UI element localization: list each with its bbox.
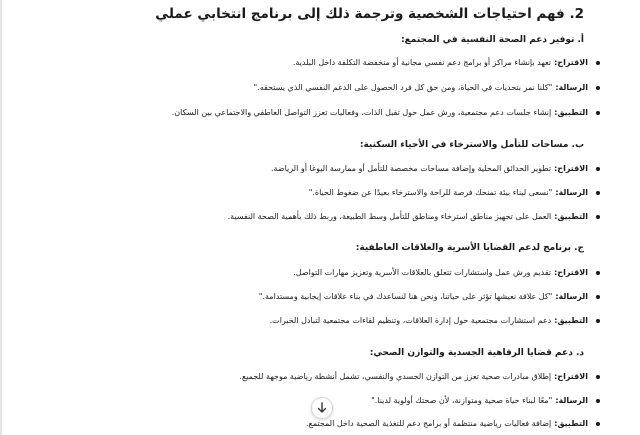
list-item (309, 188, 600, 197)
section-title: ب. مساحات للتأمل والاسترخاء في الأحياء السكنية: (359, 140, 584, 150)
item-label: الرسالة: (555, 83, 588, 92)
item-label: الاقتراح: (554, 372, 588, 381)
bullet-icon (596, 399, 600, 403)
item-text: العمل على تجهيز مناطق استرخاء ومناطق للتأمل وسط الطبيعة، وربط ذلك بأهمية الصحة النفسية. (227, 212, 552, 221)
item-label: الاقتراح: (554, 58, 588, 67)
item-label: التطبيق: (554, 419, 588, 428)
left-divider (0, 0, 2, 435)
item-label: الرسالة: (555, 292, 588, 301)
bullet-icon (596, 271, 600, 275)
list-item (172, 108, 600, 117)
item-label: الرسالة: (555, 396, 588, 405)
item-label: التطبيق: (554, 316, 588, 325)
item-text: دعم استشارات مجتمعية حول إدارة العلاقات، وتنظيم لقاءات مجتمعية لتبادل الخبرات. (269, 316, 552, 325)
bullet-icon (596, 375, 600, 379)
item-text: "معًا لبناء حياة صحية ومتوازنة، لأن صحتك أولوية لدينا." (371, 396, 553, 405)
item-text: "نسعى لبناء بيئة تمنحك فرصة للراحة والاسترخاء بعيدًا عن ضغوط الحياة." (308, 188, 553, 197)
list-item (270, 316, 600, 325)
bullet-icon (596, 422, 600, 426)
list-item (306, 419, 600, 428)
item-text: إطلاق مبادرات صحية تعزز من التوازن الجسدي والنفسي، تشمل أنشطة رياضية موجهة للجميع. (239, 372, 552, 381)
bullet-icon (596, 215, 600, 219)
list-item (271, 164, 600, 173)
section-title: د. دعم قضايا الرفاهية الجسدية والتوازن الصحي: (369, 348, 584, 358)
section-title: أ. توفير دعم الصحة النفسية في المجتمع: (401, 35, 584, 45)
bullet-icon (596, 191, 600, 195)
item-label: التطبيق: (554, 212, 588, 221)
item-text: تقديم ورش عمل واستشارات تتعلق بالعلاقات الأسرية وتعزيز مهارات التواصل. (293, 268, 552, 277)
arrow-down-icon (317, 402, 327, 414)
list-item (293, 268, 600, 277)
bullet-icon (596, 319, 600, 323)
item-label: الرسالة: (555, 188, 588, 197)
list-item (228, 212, 600, 221)
list-item (239, 372, 600, 381)
item-text: إنشاء جلسات دعم مجتمعية، ورش عمل حول تقبل الذات، وفعاليات تعزز التواصل العاطفي والاجتماعي بين السكان. (171, 108, 552, 117)
item-label: التطبيق: (554, 108, 588, 117)
list-item (254, 83, 600, 92)
item-text: "كلنا نمر بتحديات في الحياة، ومن حق كل فرد الحصول على الدعم النفسي الذي يستحقه." (253, 83, 553, 92)
scroll-down-button[interactable] (311, 397, 333, 419)
item-text: "كل علاقة نعيشها تؤثر على حياتنا، ونحن هنا لنساعدك في بناء علاقات إيجابية ومستدامة." (258, 292, 553, 301)
item-text: تعهد بإنشاء مراكز أو برامج دعم نفسي مجانية أو منخفضة التكلفة داخل البلدية. (292, 58, 552, 67)
item-label: الاقتراح: (554, 268, 588, 277)
item-text: تطوير الحدائق المحلية وإضافة مساحات مخصصة للتأمل أو ممارسة اليوغا أو الرياضة. (270, 164, 552, 173)
bullet-icon (596, 86, 600, 90)
bullet-icon (596, 295, 600, 299)
section-title: ج. برنامج لدعم القضايا الأسرية والعلاقات العاطفية: (355, 243, 584, 253)
list-item (293, 58, 600, 67)
bullet-icon (596, 61, 600, 65)
page-title: 2. فهم احتياجات الشخصية وترجمة ذلك إلى برنامج انتخابي عملي (155, 6, 584, 22)
list-item (259, 292, 600, 301)
item-text: إضافة فعاليات رياضية منتظمة أو برامج دعم للتغذية الصحية داخل المجتمع. (306, 419, 552, 428)
list-item (371, 396, 600, 405)
bullet-icon (596, 111, 600, 115)
bullet-icon (596, 167, 600, 171)
item-label: الاقتراح: (554, 164, 588, 173)
